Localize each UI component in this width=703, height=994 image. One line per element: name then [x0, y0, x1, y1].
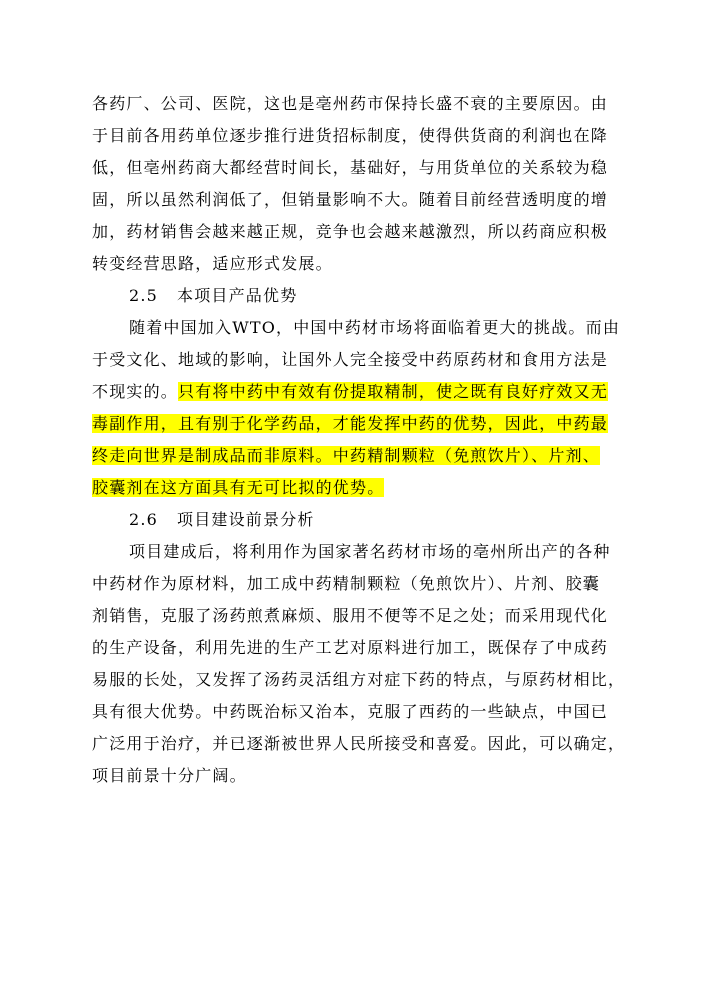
text-line: 项目前景十分广阔。: [92, 766, 247, 785]
document-page: [92, 88, 632, 792]
text-segment: 不现实的。: [92, 382, 179, 401]
text-line: [92, 376, 632, 408]
section-title: 项目建设前景分析: [177, 510, 315, 529]
section-number: 2.5: [129, 286, 159, 305]
text-line: 中药材作为原材料，加工成中药精制颗粒（免煎饮片）、片剂、胶囊: [92, 574, 601, 593]
text-line: 随着中国加入WTO，中国中药材市场将面临着更大的挑战。而由: [129, 318, 621, 337]
text-line: 于目前各用药单位逐步推行进货招标制度，使得供货商的利润也在降: [92, 126, 609, 145]
text-line: [92, 440, 632, 472]
text-line: 的生产设备，利用先进的生产工艺对原料进行加工，既保存了中成药: [92, 638, 609, 657]
text-line: 具有很大优势。中药既治标又治本，克服了西药的一些缺点，中国已: [92, 702, 609, 721]
text-line: [92, 472, 632, 504]
highlighted-text: 终走向世界是制成品而非原料。中药精制颗粒（免煎饮片）、片剂、: [92, 446, 601, 465]
text-line: 于受文化、地域的影响，让国外人完全接受中药原药材和食用方法是: [92, 350, 609, 369]
text-line: 加，药材销售会越来越正规，竞争也会越来越激烈，所以药商应积极: [92, 222, 609, 241]
section-number: 2.6: [129, 510, 159, 529]
paragraph-project-prospects: [92, 536, 632, 792]
section-title: 本项目产品优势: [177, 286, 298, 305]
text-line: [92, 408, 632, 440]
highlighted-text: 胶囊剂在这方面具有无可比拟的优势。: [92, 478, 385, 497]
section-heading-2-6: [92, 504, 632, 536]
text-line: 剂销售，克服了汤药煎煮麻烦、服用不便等不足之处；而采用现代化: [92, 606, 609, 625]
highlighted-text: 只有将中药中有效有份提取精制，使之既有良好疗效又无: [178, 382, 609, 401]
text-line: 项目建成后，将利用作为国家著名药材市场的亳州所出产的各种: [129, 542, 611, 561]
paragraph-product-advantage: [92, 312, 632, 504]
paragraph-market-reasons: [92, 88, 632, 280]
text-line: 低，但亳州药商大都经营时间长，基础好，与用货单位的关系较为稳: [92, 158, 609, 177]
text-line: 各药厂、公司、医院，这也是亳州药市保持长盛不衰的主要原因。由: [92, 94, 609, 113]
text-line: 广泛用于治疗，并已逐渐被世界人民所接受和喜爱。因此，可以确定，: [92, 734, 626, 753]
text-line: 转变经营思路，适应形式发展。: [92, 254, 333, 273]
text-line: 固，所以虽然利润低了，但销量影响不大。随着目前经营透明度的增: [92, 190, 609, 209]
highlighted-text: 毒副作用，且有别于化学药品，才能发挥中药的优势，因此，中药最: [92, 414, 609, 433]
section-heading-2-5: [92, 280, 632, 312]
text-line: 易服的长处，又发挥了汤药灵活组方对症下药的特点，与原药材相比，: [92, 670, 626, 689]
